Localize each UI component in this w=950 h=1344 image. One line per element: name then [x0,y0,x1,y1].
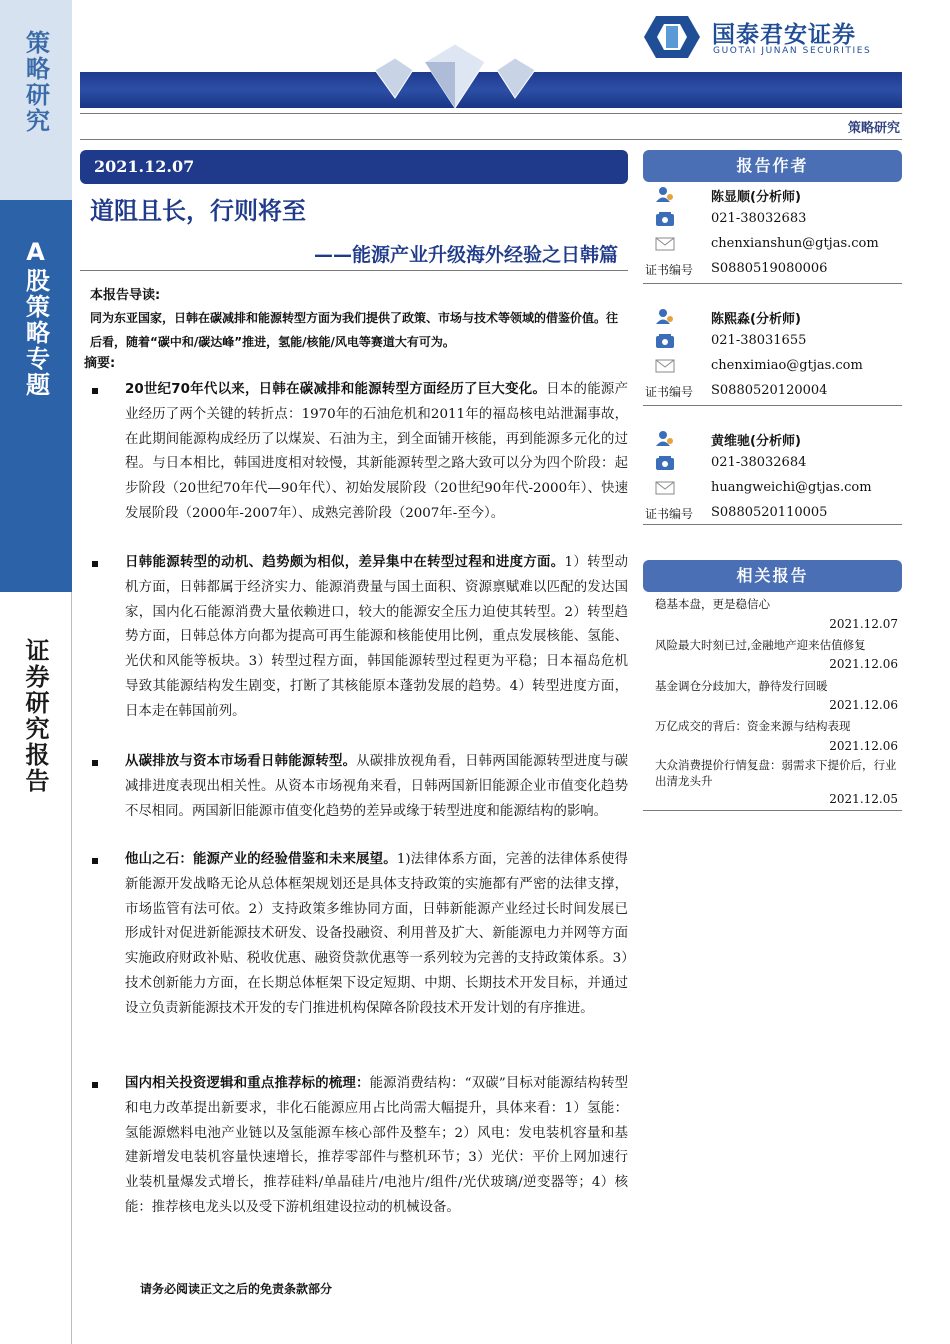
related-report-title[interactable]: 风险最大时刻已过,金融地产迎来估值修复 [655,638,866,652]
email-icon [655,236,675,252]
abstract-item-body: 能源消费结构：“双碳”目标对能源结构转型和电力改革提出新要求，非化石能源应用占比尚需大幅提升，具体来看：1）氢能：氢能源燃料电池产业链以及氢能源车核心部件及整车；2）风电：发电装机容量和基建新增发电装机容量快速增长，推荐零部件与整机环节；3）光伏：平价上网加速行业装机量爆发式增长，推荐硅料/单晶硅片/电池片/组件/光伏玻璃/逆变器等；4）核能：推荐核电龙头以及受下游机组建设拉动的机械设备。 [125,1076,628,1215]
cert-label: 证书编号 [645,385,694,399]
intro-text: 同为东亚国家，日韩在碳减排和能源转型方面为我们提供了政策、市场与技术等领域的借鉴价值。往后看，随着“碳中和/碳达峰”推进，氢能/核能/风电等赛道大有可为。 [90,311,619,349]
related-heading: 相关报告 [643,560,902,592]
cert-label: 证书编号 [645,507,694,521]
phone-icon [655,211,675,227]
person-icon [655,308,675,324]
author-phone: 021-38032684 [711,455,807,470]
title-rule [80,270,628,271]
related-report-date: 2021.12.06 [829,657,898,671]
author-name: 黄维驰(分析师) [711,434,801,449]
person-icon [655,430,675,446]
brand-name-en: GUOTAI JUNAN SECURITIES [713,46,872,56]
diamond-graphic [355,40,555,120]
abstract-item-head: 20世纪70年代以来，日韩在碳减排和能源转型方面经历了巨大变化。 [125,382,547,397]
author-phone: 021-38031655 [711,333,807,348]
email-icon [655,358,675,374]
header-category: 策略研究 [847,121,900,136]
author-email[interactable]: chenximiao@gtjas.com [711,358,863,373]
author-name: 陈显顺(分析师) [711,190,801,205]
brand-logo [642,14,904,60]
author-email[interactable]: chenxianshun@gtjas.com [711,236,879,251]
abstract-item-head: 他山之石：能源产业的经验借鉴和未来展望。 [125,852,397,867]
side-label-top: 策略研究 [21,30,50,134]
author-phone: 021-38032683 [711,211,807,226]
abstract-item-body: 日本的能源产业经历了两个关键的转折点：1970年的石油危机和2011年的福岛核电站泄漏事故，在此期间能源构成经历了以煤炭、石油为主，到全面铺开核能，再到能源多元化的过程。与日本相比，韩国进度相对较慢，其新能源转型之路大致可以分为四个阶段：起步阶段（20世纪70年代—90年代）、初始发展阶段（20世纪90年代-2000年）、快速发展阶段（2000年-2007年）、成熟完善阶段（2007年-至今）。 [125,382,628,521]
side-label-bottom: 证券研究报告 [21,638,49,794]
bullet-marker [92,760,98,766]
related-report-date: 2021.12.07 [829,617,898,631]
bullet-marker [92,858,98,864]
related-report-date: 2021.12.05 [829,792,898,806]
bullet-marker [92,1082,98,1088]
author-cert: S0880519080006 [711,261,828,276]
report-date-bar [80,150,628,184]
abstract-item-3 [125,750,628,824]
author-divider [643,524,902,525]
brand-name-cn: 国泰君安证券 [712,22,856,48]
abstract-item-head: 国内相关投资逻辑和重点推荐标的梳理： [125,1076,370,1091]
abstract-item-head: 日韩能源转型的动机、趋势颇为相似，差异集中在转型过程和进度方面。 [125,555,565,570]
abstract-item-5 [125,1072,628,1221]
side-label-middle: A股策略专题 [21,238,50,398]
intro-heading: 本报告导读: [90,288,161,303]
report-title: 道阻且长，行则将至 [90,197,306,225]
related-report-title[interactable]: 稳基本盘，更是稳信心 [655,597,770,611]
side-label-strategy [0,0,72,200]
disclaimer-note: 请务必阅读正文之后的免责条款部分 [140,1282,333,1296]
email-icon [655,480,675,496]
phone-icon [655,455,675,471]
person-icon [655,186,675,202]
related-report-title[interactable]: 基金调仓分歧加大，静待发行回暖 [655,679,828,693]
bullet-marker [92,388,98,394]
author-divider [643,283,902,284]
report-subtitle: ——能源产业升级海外经验之日韩篇 [313,244,618,266]
side-label-report [0,592,72,1344]
abstract-item-2 [125,551,628,725]
related-report-title[interactable]: 大众消费提价行情复盘：弱需求下提价后，行业出清龙头升 [655,758,897,788]
bullet-marker [92,561,98,567]
related-divider [643,810,902,811]
abstract-item-head: 从碳排放与资本市场看日韩能源转型。 [125,754,357,769]
related-report-date: 2021.12.06 [829,739,898,753]
author-name: 陈熙淼(分析师) [711,312,801,327]
author-divider [643,405,902,406]
author-cert: S0880520110005 [711,505,828,520]
author-email[interactable]: huangweichi@gtjas.com [711,480,872,495]
side-label-topic [0,200,72,592]
abstract-heading: 摘要: [84,356,116,371]
abstract-item-body: 1）转型动机方面，日韩都属于经济实力、能源消费量与国土面积、资源禀赋难以匹配的发达国家，国内化石能源消费大量依赖进口，较大的能源安全压力迫使其转型。2）转型趋势方面，日韩总体方向都为提高可再生能源和核能使用比例，重点发展核能、氢能、光伏和风能等板块。3）转型过程方面，韩国能源转型过程更为平稳；日本福岛危机导致其能源结构发生剧变，打断了其核能原本蓬勃发展的趋势。4）转型进度方面，日本走在韩国前列。 [125,555,628,719]
phone-icon [655,333,675,349]
authors-heading: 报告作者 [643,150,902,182]
related-report-date: 2021.12.06 [829,698,898,712]
abstract-item-4 [125,848,628,1022]
brand-mark-icon [642,14,702,60]
header-rule-bottom [80,139,902,140]
abstract-item-1 [125,378,628,527]
abstract-item-body: 1)法律体系方面，完善的法律体系使得新能源开发战略无论从总体框架规划还是具体支持政策的实施都有严密的法律支撑，市场监管有法可依。2）支持政策多维协同方面，日韩新能源产业经过长时间发展已形成针对促进新能源技术研发、设备投融资、利用普及扩大、新能源电力并网等方面实施政府财政补贴、税收优惠、融资贷款优惠等一系列较为完善的支持政策体系。3）技术创新能力方面，在长期总体框架下设定短期、中期、长期技术开发目标，并通过设立负责新能源技术开发的专门推进机构保障各阶段技术开发计划的有序推进。 [125,852,628,1016]
abstract-item-body: 从碳排放视角看，日韩两国能源转型进度与碳减排进度表现出相关性。从资本市场视角来看，日韩两国新旧能源企业市值变化趋势不尽相同。两国新旧能源市值变化趋势的差异或缘于转型进度和能源结构的影响。 [125,754,628,819]
report-date: 2021.12.07 [94,157,195,176]
author-cert: S0880520120004 [711,383,828,398]
header-rule [80,113,902,114]
related-report-title[interactable]: 万亿成交的背后：资金来源与结构表现 [655,719,851,733]
side-strip [0,0,72,1344]
cert-label: 证书编号 [645,263,694,277]
